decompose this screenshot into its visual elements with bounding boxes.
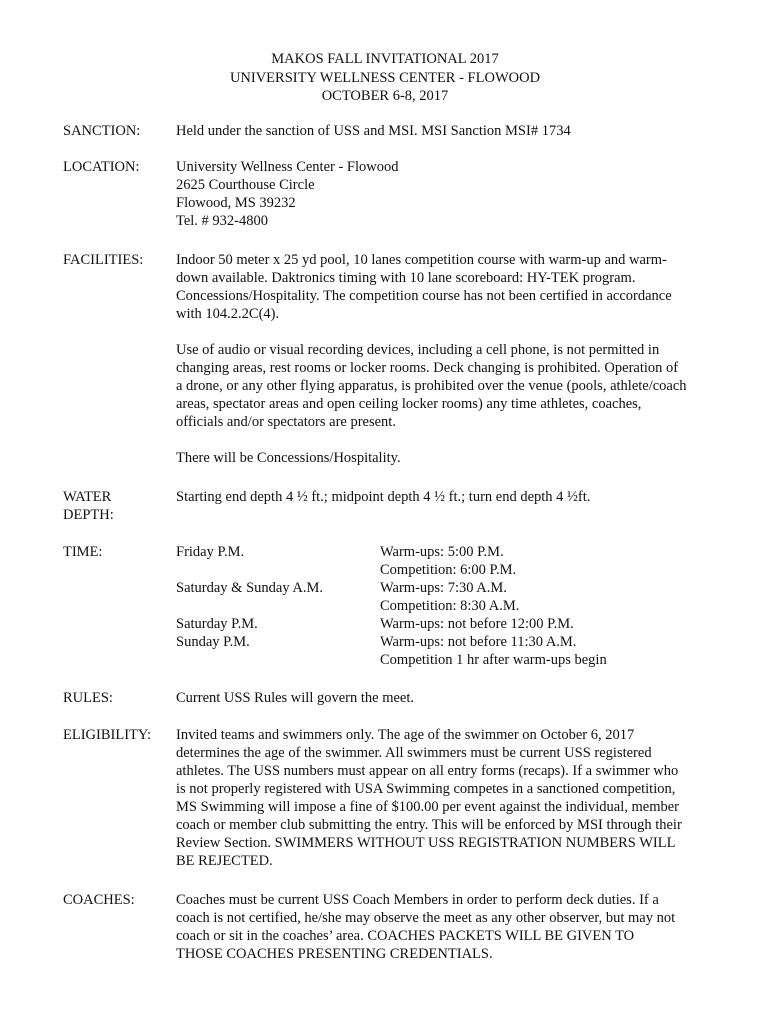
text-line: Concessions/Hospitality. The competition course has not been certified in accordance <box>176 288 672 304</box>
text-line: officials and/or spectators are present. <box>176 414 396 430</box>
document-header <box>0 50 770 106</box>
section-label: TIME: <box>63 544 103 560</box>
section-text <box>176 158 711 230</box>
text-line: BE REJECTED. <box>176 853 273 869</box>
facilities-paragraph-2 <box>176 341 711 431</box>
text-line: THOSE COACHES PRESENTING CREDENTIALS. <box>176 946 493 962</box>
section-label: RULES: <box>63 690 113 706</box>
text-line: is not properly registered with USA Swimming competes in a sanctioned competition, <box>176 781 676 797</box>
section-label: LOCATION: <box>63 159 140 175</box>
section-label: SANCTION: <box>63 123 141 139</box>
text-line: down available. Daktronics timing with 10 lane scoreboard: HY-TEK program. <box>176 270 636 286</box>
text-line: athletes. The USS numbers must appear on all entry forms (recaps). If a swimmer who <box>176 763 679 779</box>
label-line: WATER <box>63 489 112 505</box>
am-warmups: Warm-ups: 7:30 A.M. <box>380 580 507 596</box>
label-line: DEPTH: <box>63 507 114 523</box>
meet-venue: UNIVERSITY WELLNESS CENTER - FLOWOOD <box>229 69 541 86</box>
section-label: ELIGIBILITY: <box>63 727 152 743</box>
facilities-paragraph-1 <box>176 251 711 323</box>
session-friday-pm: Friday P.M. <box>176 544 245 560</box>
facilities-paragraph-3: There will be Concessions/Hospitality. <box>176 450 401 466</box>
section-label: FACILITIES: <box>63 252 144 268</box>
text-line: Indoor 50 meter x 25 yd pool, 10 lanes competition course with warm-up and warm- <box>176 252 667 268</box>
sunday-competition: Competition 1 hr after warm-ups begin <box>380 652 607 668</box>
section-text: Current USS Rules will govern the meet. <box>176 690 415 706</box>
text-line: MS Swimming will impose a fine of $100.00 per event against the individual, member <box>176 799 679 815</box>
location-street: 2625 Courthouse Circle <box>176 177 315 193</box>
text-line: determines the age of the swimmer. All swimmers must be current USS registered <box>176 745 652 761</box>
text-line: Review Section. SWIMMERS WITHOUT USS REGISTRATION NUMBERS WILL <box>176 835 676 851</box>
location-name: University Wellness Center - Flowood <box>176 159 399 175</box>
session-saturday-pm: Saturday P.M. <box>176 616 258 632</box>
am-competition: Competition: 8:30 A.M. <box>380 598 520 614</box>
session-sat-sun-am: Saturday & Sunday A.M. <box>176 580 324 596</box>
friday-competition: Competition: 6:00 P.M. <box>380 562 517 578</box>
location-phone: Tel. # 932-4800 <box>176 213 269 229</box>
friday-warmups: Warm-ups: 5:00 P.M. <box>380 544 504 560</box>
location-city: Flowood, MS 39232 <box>176 195 296 211</box>
section-time <box>63 543 713 673</box>
saturday-warmups: Warm-ups: not before 12:00 P.M. <box>380 616 574 632</box>
section-text: Held under the sanction of USS and MSI. MSI Sanction MSI# 1734 <box>176 123 571 139</box>
section-text <box>176 891 711 963</box>
text-line: coach or sit in the coaches’ area. COACHES PACKETS WILL BE GIVEN TO <box>176 928 635 944</box>
section-label: COACHES: <box>63 892 135 908</box>
meet-title: MAKOS FALL INVITATIONAL 2017 <box>271 51 499 67</box>
session-sunday-pm: Sunday P.M. <box>176 634 250 650</box>
text-line: coach is not certified, he/she may observe the meet as any other observer, but may not <box>176 910 676 926</box>
section-text <box>176 251 711 467</box>
text-line: a drone, or any other flying apparatus, is prohibited over the venue (pools, athlete/coach <box>176 378 687 394</box>
sunday-warmups: Warm-ups: not before 11:30 A.M. <box>380 634 577 650</box>
meet-dates: OCTOBER 6-8, 2017 <box>321 88 449 104</box>
section-text <box>176 726 711 870</box>
text-line: areas, spectator areas and open ceiling locker rooms) any time athletes, coaches, <box>176 396 642 412</box>
text-line: coach or member club submitting the entry. This will be enforced by MSI through their <box>176 817 682 833</box>
text-line: Coaches must be current USS Coach Members in order to perform deck duties. If a <box>176 892 659 908</box>
section-text: Starting end depth 4 ½ ft.; midpoint depth 4 ½ ft.; turn end depth 4 ½ft. <box>176 489 591 505</box>
text-line: Invited teams and swimmers only. The age of the swimmer on October 6, 2017 <box>176 727 635 743</box>
section-label <box>63 488 173 524</box>
text-line: changing areas, rest rooms or locker rooms. Deck changing is prohibited. Operation of <box>176 360 679 376</box>
text-line: with 104.2.2C(4). <box>176 306 280 322</box>
text-line: Use of audio or visual recording devices, including a cell phone, is not permitted in <box>176 342 660 358</box>
